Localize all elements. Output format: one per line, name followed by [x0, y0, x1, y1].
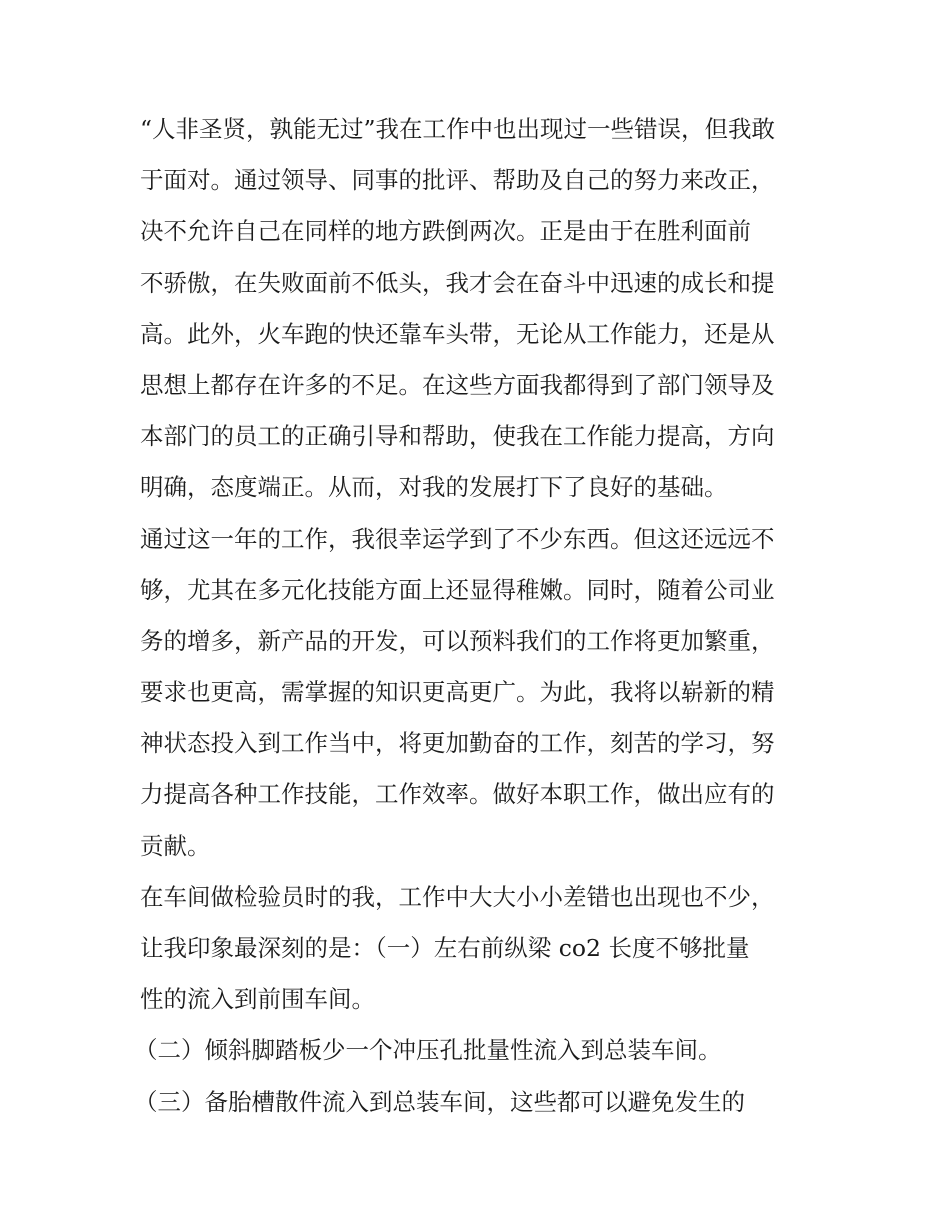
text-line: 决不允许自己在同样的地方跌倒两次。正是由于在胜利面前 [140, 217, 751, 246]
text-line: 通过这一年的工作，我很幸运学到了不少东西。但这还远远不 [140, 524, 775, 553]
text-line: 于面对。通过领导、同事的批评、帮助及自己的努力来改正， [140, 166, 775, 195]
text-line: （二）倾斜脚踏板少一个冲压孔批量性流入到总装车间。 [134, 1036, 722, 1065]
text-line: 够，尤其在多元化技能方面上还显得稚嫩。同时，随着公司业 [140, 575, 775, 604]
text-line: 高。此外，火车跑的快还靠车头带，无论从工作能力，还是从 [140, 319, 775, 348]
text-line: 本部门的员工的正确引导和帮助，使我在工作能力提高，方向 [140, 422, 775, 451]
text-line: 在车间做检验员时的我，工作中大大小小差错也出现也不少， [140, 882, 775, 911]
text-line: “人非圣贤，孰能无过”我在工作中也出现过一些错误，但我敢 [140, 115, 776, 143]
text-line: 要求也更高，需掌握的知识更高更广。为此，我将以崭新的精 [140, 678, 775, 707]
text-line: 神状态投入到工作当中，将更加勤奋的工作，刻苦的学习，努 [140, 729, 775, 758]
text-line: 性的流入到前围车间。 [140, 985, 375, 1014]
text-line: 思想上都存在许多的不足。在这些方面我都得到了部门领导及 [140, 370, 775, 399]
text-line: 让我印象最深刻的是：（一）左右前纵梁 co2 长度不够批量 [140, 934, 750, 962]
text-line: 明确，态度端正。从而，对我的发展打下了良好的基础。 [140, 473, 728, 502]
document-body [134, 104, 820, 1128]
text-line: 务的增多，新产品的开发，可以预料我们的工作将更加繁重， [140, 626, 775, 655]
text-line: （三）备胎槽散件流入到总装车间，这些都可以避免发生的 [134, 1087, 745, 1116]
text-line: 不骄傲，在失败面前不低头，我才会在奋斗中迅速的成长和提 [140, 268, 775, 297]
text-line: 力提高各种工作技能，工作效率。做好本职工作，做出应有的 [140, 780, 775, 809]
text-line: 贡献。 [140, 831, 211, 860]
